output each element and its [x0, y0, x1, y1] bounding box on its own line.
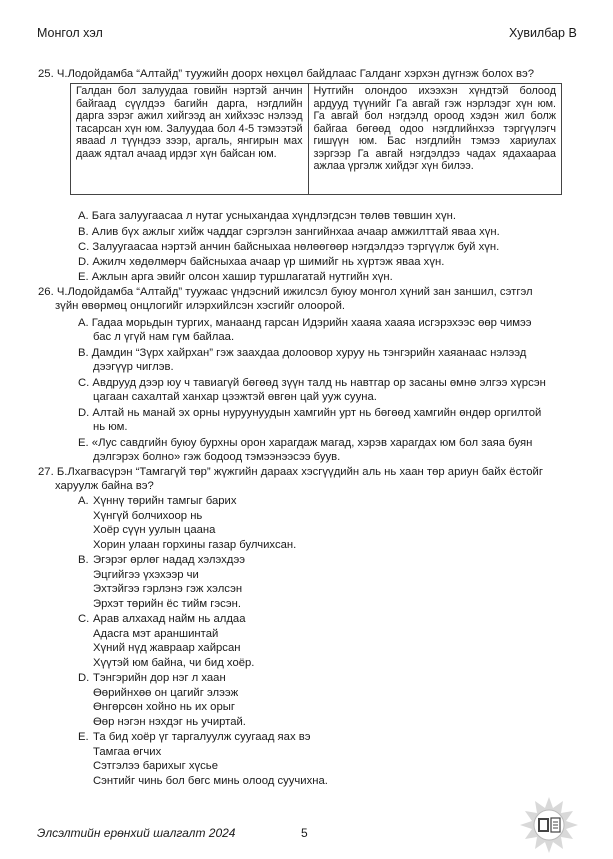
q25-option-c[interactable]: C. Залуугаасаа нэртэй анчин байсныхаа нөлөөгөөр нэгдэлдээ тэргүүлж буй хүн. — [78, 241, 500, 253]
q27-option-d-line1: Тэнгэрийн дор нэг л хаан — [93, 672, 226, 684]
exam-center-logo — [518, 796, 580, 854]
question-27-text-line1: 27. Б.Лхагвасүрэн “Тамгагүй төр” жүжгийн дараах хэсгүүдийн аль нь хаан төр ариун байх ёстойг — [38, 466, 543, 478]
excerpt-right-cell: Нутгийн олондоо ихээхэн хүндтэй болоод ардууд түүнийг Га авгай гэж нэрлэдэг хүн юм. Га авгай бол нэгдэлд ороод хэдэн жил болж байгаа бөгөөд одоо нэгдлийнхээ тэргүүлэгч гишүүн юм. Бас нэгдлийн тэмээ хариулах зэргээр Га авгай нэгдэлдээ чадах ядахаараа ажлаа үргэлж хийдэг хүн билээ. — [313, 85, 556, 172]
q26-option-e-line2: дэлгэрэх болно» гэж бодоод тэмээнээсээ буув. — [93, 451, 341, 463]
q27-option-e-line3: Сэтгэлээ барихыг хүсье — [93, 760, 218, 772]
q27-option-b-line4: Эрхэт төрийн ёс тийм гэсэн. — [93, 598, 242, 610]
q27-option-e-label: E. — [78, 731, 89, 743]
q27-option-a-label: A. — [78, 495, 89, 507]
q27-option-b-line1: Эгэрэг өрлөг нaдад хэлэхдээ — [93, 554, 246, 566]
q26-option-d-line1: D. Алтай нь манай эх орны нуруунуудын хамгийн урт нь бөгөөд хамгийн өндөр оргилтой — [78, 407, 542, 419]
q27-option-b-label: B. — [78, 554, 89, 566]
q27-option-e-line2: Тамгаа өгчих — [93, 746, 162, 758]
q27-option-c-line2: Адасга мэт араншинтай — [93, 628, 219, 640]
subject-label: Монгол хэл — [37, 26, 103, 40]
q25-option-e[interactable]: E. Ажлын арга эвийг олсон хашир туршлагатай нутгийн хүн. — [78, 271, 393, 283]
question-25-text: 25. Ч.Лодойдамба “Алтайд” туужийн доорх нөхцөл байдлаас Галданг хэрхэн дүгнэж болох вэ? — [38, 68, 535, 80]
page-number: 5 — [301, 826, 308, 840]
q25-option-b[interactable]: B. Алив бүх ажлыг хийж чаддаг сэргэлэн зангийнхаа ачаар амжилттай яваа хүн. — [78, 226, 500, 238]
excerpt-table — [70, 83, 562, 195]
q27-option-d-line3: Өнгөрсөн хойно нь их орыг — [93, 701, 235, 713]
q25-option-a[interactable]: A. Бага залуугаасаа л нутаг усныхандаа хүндлэгдсэн төлөв төвшин хүн. — [78, 210, 456, 222]
q27-option-a-line3: Хоёр сүүн уулын цаана — [93, 524, 216, 536]
q26-option-b-line1: B. Дамдин “Зүрх хайрхан” гэж заахдаа долоовор хуруу нь тэнгэрийн хаяанаас нэлээд — [78, 347, 527, 359]
q27-option-a-line2: Хүнгүй болчихоор нь — [93, 510, 203, 522]
q27-option-c-label: C. — [78, 613, 90, 625]
exam-name-footer: Элсэлтийн ерөнхий шалгалт 2024 — [37, 826, 236, 840]
q27-option-b-line3: Эхтэйгээ гэрлэнэ гэж хэлсэн — [93, 583, 243, 595]
variant-label: Хувилбар В — [509, 26, 577, 40]
q27-option-c-line3: Хүний нүд жавраар хайрсан — [93, 642, 241, 654]
q26-option-a-line2: бас л үгүй нам гүм байлаа. — [93, 331, 235, 343]
q27-option-e-line1: Та бид хоёр үг таргалуулж суугаад яах вэ — [93, 731, 311, 743]
q27-option-a-line1: Хүннү төрийн тамгыг барих — [93, 495, 237, 507]
q26-option-b-line2: дээгүүр чиглэв. — [93, 361, 174, 373]
question-26-text-line2: зүйн өвөрмөц онцлогийг илэрхийлсэн хэсгийг олоорой. — [55, 300, 346, 312]
q26-option-c-line2: цагаан сахалтай ханхар цээжтэй өвгөн цай ууж сууна. — [93, 391, 377, 403]
q25-option-d[interactable]: D. Ажилч хөдөлмөрч байсныхаа ачаар үр шимийг нь хүртэж яваа хүн. — [78, 256, 445, 268]
q27-option-d-label: D. — [78, 672, 90, 684]
logo-starburst-icon — [518, 796, 580, 854]
question-27-text-line2: харуулж байна вэ? — [55, 480, 154, 492]
q26-option-a-line1: A. Гадаа морьдын тургих, манаанд гарсан Идэрийн хааяа хааяа исгэрэхээс өөр чимээ — [78, 317, 532, 329]
q26-option-e-line1: E. «Лус савдгийн буюу бурхны орон харагдаж магад, хэрэв харагдах юм бол заяа буян — [78, 437, 533, 449]
q27-option-c-line1: Арав алхахад найм нь алдаа — [93, 613, 246, 625]
q26-option-c-line1: C. Авдрууд дээр юу ч тавиагүй бөгөөд зүүн талд нь навтгар ор засаны өмнө элгээ хүрсэн — [78, 377, 546, 389]
q27-option-a-line4: Хорин улаан горхины газар булчихсан. — [93, 539, 297, 551]
question-26-text-line1: 26. Ч.Лодойдамба “Алтайд” туужаас үндэсний ижилсэл буюу монгол хүний зан заншил, сэтгэл — [38, 286, 533, 298]
q27-option-e-line4: Сэнтийг чинь бол бөгс минь олоод суучихна. — [93, 775, 328, 787]
q27-option-d-line2: Өөрийнхөө он цагийг элээж — [93, 687, 239, 699]
q27-option-c-line4: Хүүтэй юм байна, чи бид хоёр. — [93, 657, 255, 669]
q27-option-d-line4: Өөр нэгэн нэхдэг нь учиртай. — [93, 716, 246, 728]
q27-option-b-line2: Эцгийгээ үхэхээр чи — [93, 569, 199, 581]
excerpt-left-cell: Галдан бол залуудаа говийн нэртэй анчин байгаад сүүлдээ багийн дарга, нэгдлийн дарга зэрэг ажил хийгээд ан хийхээс нэлээд тасарсан хүн юм. Залуудаа бол 4-5 тэмээтэй явааd л түүндээ зээр, аргаль, янгирын мах дааж ядтал ачаад ирдэг хүн байсан юм. — [71, 84, 309, 194]
q26-option-d-line2: нь юм. — [93, 421, 128, 433]
